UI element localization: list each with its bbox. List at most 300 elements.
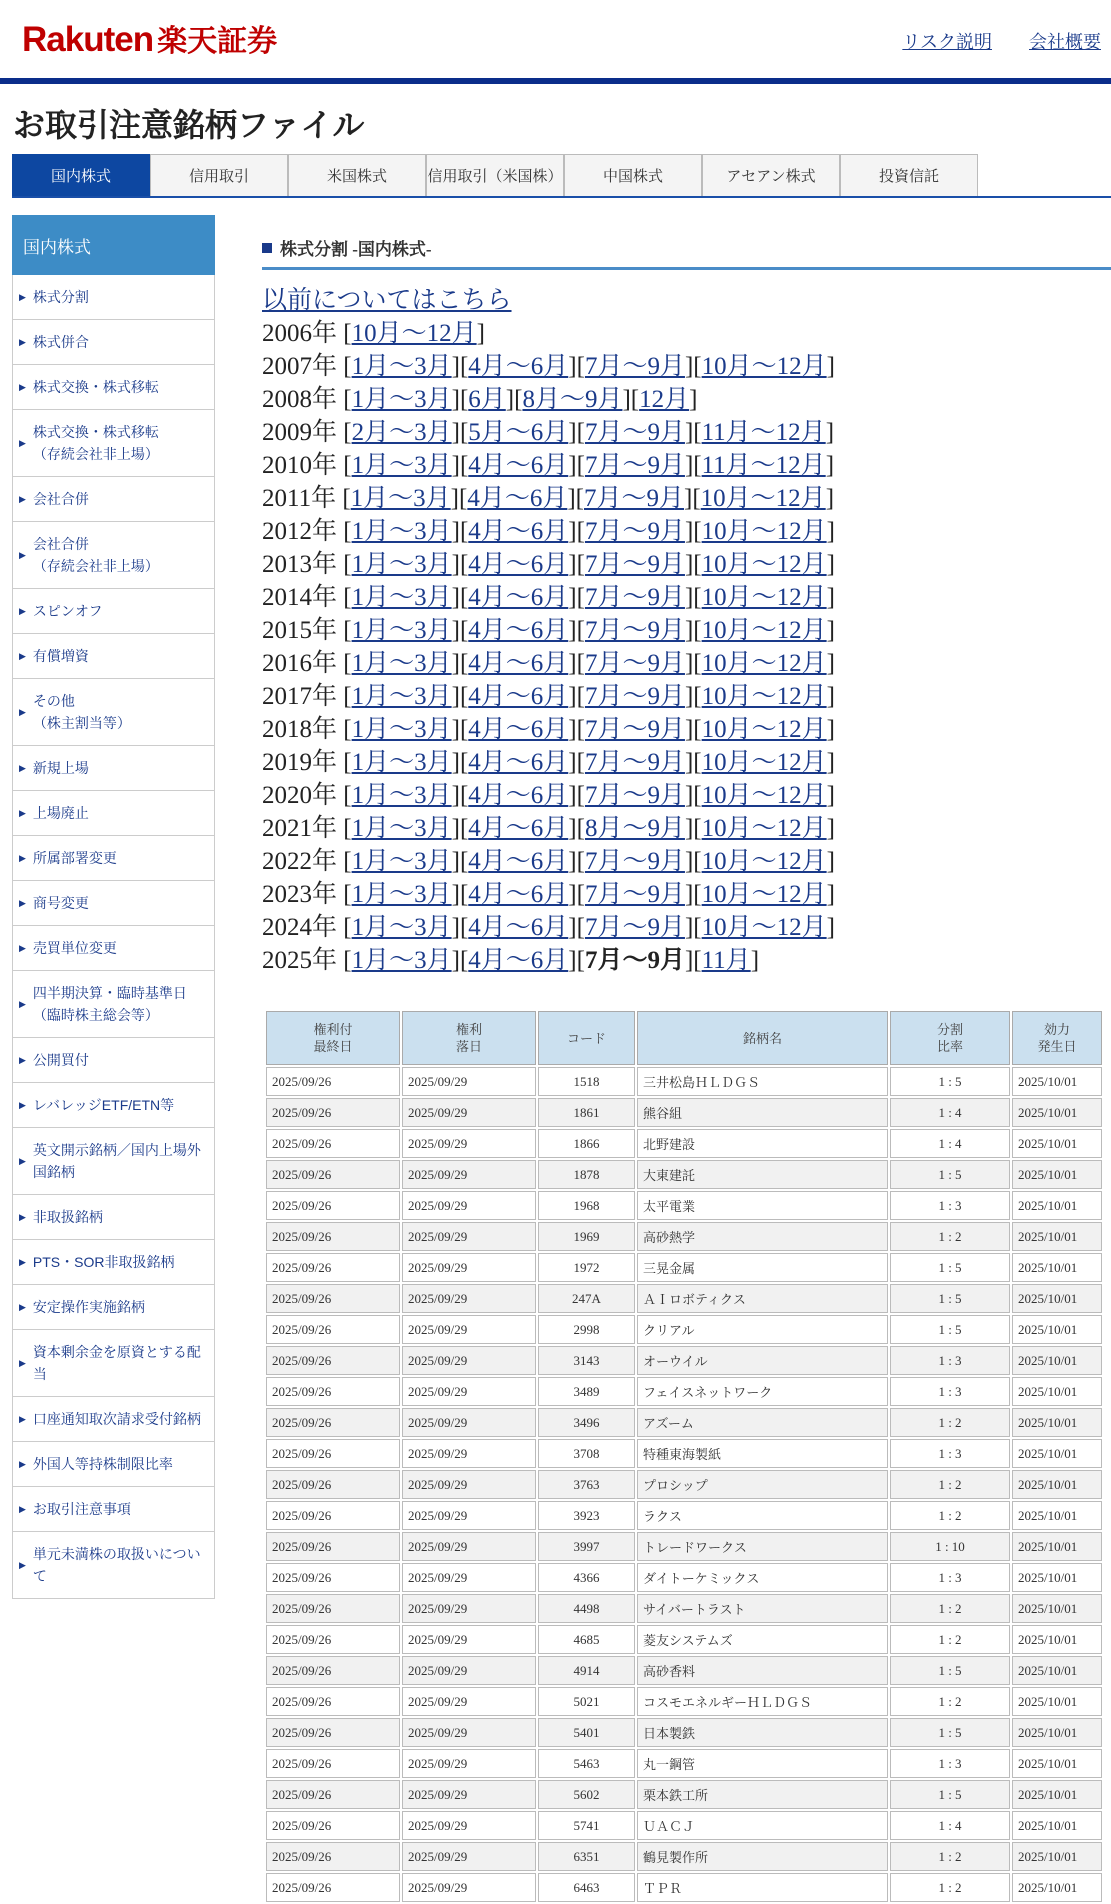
year-row: 2006年 [10月～12月] (262, 320, 485, 347)
table-row (266, 1067, 1102, 1096)
table-cell: 3763 (538, 1470, 635, 1499)
tab-2[interactable]: 米国株式 (288, 154, 426, 196)
table-cell: 1 : 2 (890, 1842, 1010, 1871)
period-link[interactable]: 10月～12月 (701, 848, 827, 875)
period-link[interactable]: 7月～9月 (584, 452, 685, 479)
table-cell: 1 : 4 (890, 1098, 1010, 1127)
sidebar-item-5[interactable] (12, 522, 215, 589)
year-row: 2013年 [1月～3月][4月～6月][7月～9月][10月～12月] (262, 551, 835, 578)
table-cell: 1 : 3 (890, 1377, 1010, 1406)
table-row (266, 1129, 1102, 1158)
year-label: 2020年 (262, 782, 338, 809)
period-link[interactable]: 6月 (468, 386, 506, 413)
table-cell: 2025/09/29 (402, 1129, 536, 1158)
triangle-bullet-icon: ▶ (19, 808, 26, 818)
table-row (266, 1191, 1102, 1220)
period-link[interactable]: 8月～9月 (522, 386, 623, 413)
table-cell: 2025/09/29 (402, 1470, 536, 1499)
table-cell: 2025/09/29 (402, 1067, 536, 1096)
period-link[interactable]: 7月～9月 (584, 848, 685, 875)
table-cell: 2025/09/26 (266, 1129, 400, 1158)
sidebar-item-13[interactable] (12, 926, 215, 971)
sidebar-item-15[interactable] (12, 1038, 215, 1083)
table-body (266, 1067, 1102, 1902)
table-cell: 2025/09/29 (402, 1501, 536, 1530)
period-link[interactable]: 10月～12月 (701, 518, 827, 545)
period-link[interactable]: 4月～6月 (468, 518, 569, 545)
table-cell: ラクス (637, 1501, 888, 1530)
period-link[interactable]: 7月～9月 (584, 881, 685, 908)
table-cell: 1 : 5 (890, 1284, 1010, 1313)
page-title: お取引注意銘柄ファイル (13, 107, 365, 143)
sidebar-item-label: 売買単位変更 (32, 940, 117, 956)
year-label: 2021年 (262, 815, 338, 842)
year-label: 2023年 (262, 881, 338, 908)
previous-archive-link[interactable]: 以前についてはこちら (262, 287, 512, 314)
period-link[interactable]: 1月～3月 (351, 683, 452, 710)
table-cell: 北野建設 (637, 1129, 888, 1158)
table-cell: 3496 (538, 1408, 635, 1437)
table-cell: 2025/09/26 (266, 1563, 400, 1592)
table-cell: 2025/09/26 (266, 1470, 400, 1499)
period-link[interactable]: 1月～3月 (351, 452, 452, 479)
year-label: 2007年 (262, 353, 338, 380)
logo-jp-text: 楽天証券 (157, 25, 278, 58)
main-content (262, 235, 1111, 977)
period-link[interactable]: 11月 (701, 947, 751, 974)
period-link[interactable]: 4月～6月 (468, 947, 569, 974)
year-row: 2008年 [1月～3月][6月][8月～9月][12月] (262, 386, 698, 413)
triangle-bullet-icon: ▶ (19, 898, 26, 908)
sidebar-item-22[interactable] (12, 1397, 215, 1442)
sidebar-menu (12, 275, 215, 1599)
table-cell: 2025/09/26 (266, 1408, 400, 1437)
stock-split-table (264, 1009, 1104, 1904)
table-cell: 2025/10/01 (1012, 1408, 1102, 1437)
table-cell: 三晃金属 (637, 1253, 888, 1282)
table-cell: 2025/09/26 (266, 1811, 400, 1840)
tab-5[interactable]: アセアン株式 (702, 154, 840, 196)
table-cell: 2025/09/29 (402, 1346, 536, 1375)
sidebar-item-label: 英文開示銘柄／国内上場外国銘柄 (32, 1142, 201, 1180)
table-cell: 1 : 3 (890, 1749, 1010, 1778)
sidebar-item-label: 株式交換・株式移転 （存続会社非上場） (32, 424, 159, 462)
sidebar-item-label: 上場廃止 (32, 805, 89, 821)
table-row (266, 1594, 1102, 1623)
period-link[interactable]: 1月～3月 (351, 914, 452, 941)
table-row (266, 1780, 1102, 1809)
sidebar-item-9[interactable] (12, 746, 215, 791)
sidebar-item-20[interactable] (12, 1285, 215, 1330)
period-link[interactable]: 1月～3月 (351, 518, 452, 545)
table-cell: 3708 (538, 1439, 635, 1468)
period-link[interactable]: 7月～9月 (584, 716, 685, 743)
period-link[interactable]: 7月～9月 (584, 551, 685, 578)
sidebar-item-label: 四半期決算・臨時基準日 （臨時株主総会等） (32, 985, 187, 1023)
period-link[interactable]: 10月～12月 (351, 320, 477, 347)
year-row: 2021年 [1月～3月][4月～6月][8月～9月][10月～12月] (262, 815, 835, 842)
table-row (266, 1408, 1102, 1437)
table-cell: 1 : 2 (890, 1501, 1010, 1530)
table-cell: 2025/09/26 (266, 1315, 400, 1344)
sidebar-item-label: お取引注意事項 (32, 1501, 131, 1517)
table-cell: 1 : 4 (890, 1811, 1010, 1840)
period-link[interactable]: 1月～3月 (351, 386, 452, 413)
period-link[interactable]: 4月～6月 (468, 683, 569, 710)
period-link[interactable]: 1月～3月 (351, 815, 452, 842)
table-header-row (266, 1011, 1102, 1065)
table-row (266, 1160, 1102, 1189)
triangle-bullet-icon: ▶ (19, 337, 26, 347)
table-cell: 5741 (538, 1811, 635, 1840)
sidebar-item-label: 安定操作実施銘柄 (32, 1299, 145, 1315)
table-cell: 菱友システムズ (637, 1625, 888, 1654)
table-row (266, 1873, 1102, 1902)
table-row (266, 1346, 1102, 1375)
triangle-bullet-icon: ▶ (19, 853, 26, 863)
period-link[interactable]: 2月～3月 (351, 419, 452, 446)
table-cell: 2025/10/01 (1012, 1625, 1102, 1654)
sidebar-item-21[interactable] (12, 1330, 215, 1397)
period-link[interactable]: 1月～3月 (351, 584, 452, 611)
period-link[interactable]: 4月～6月 (468, 617, 569, 644)
year-label: 2009年 (262, 419, 338, 446)
company-overview-link[interactable]: 会社概要 (1029, 32, 1101, 52)
table-cell: 2025/09/26 (266, 1594, 400, 1623)
market-tabs (12, 154, 1111, 198)
sidebar-item-19[interactable] (12, 1240, 215, 1285)
period-link[interactable]: 10月～12月 (701, 353, 827, 380)
table-cell: 2025/10/01 (1012, 1346, 1102, 1375)
table-cell: 2025/09/29 (402, 1439, 536, 1468)
period-link[interactable]: 4月～6月 (468, 716, 569, 743)
sidebar-item-label: 資本剰余金を原資とする配当 (32, 1344, 201, 1382)
table-row (266, 1811, 1102, 1840)
triangle-bullet-icon: ▶ (19, 1414, 26, 1424)
period-link[interactable]: 7月～9月 (584, 353, 685, 380)
sidebar-item-12[interactable] (12, 881, 215, 926)
triangle-bullet-icon: ▶ (19, 292, 26, 302)
period-link[interactable]: 10月～12月 (701, 782, 827, 809)
table-cell: 2025/10/01 (1012, 1563, 1102, 1592)
period-link[interactable]: 7月～9月 (584, 584, 685, 611)
period-link[interactable]: 1月～3月 (351, 782, 452, 809)
table-cell: 2025/09/26 (266, 1439, 400, 1468)
site-header (0, 0, 1111, 84)
sidebar-item-23[interactable] (12, 1442, 215, 1487)
table-cell: 2025/09/29 (402, 1687, 536, 1716)
table-cell: 2025/09/29 (402, 1842, 536, 1871)
year-label: 2022年 (262, 848, 338, 875)
year-label: 2015年 (262, 617, 338, 644)
period-link[interactable]: 12月 (639, 386, 690, 413)
table-cell: 2025/09/26 (266, 1253, 400, 1282)
table-cell: 2025/09/29 (402, 1160, 536, 1189)
period-link[interactable]: 7月～9月 (584, 683, 685, 710)
sidebar-item-25[interactable] (12, 1532, 215, 1599)
table-cell: 2025/09/26 (266, 1656, 400, 1685)
table-cell: 1 : 4 (890, 1129, 1010, 1158)
period-link[interactable]: 10月～12月 (701, 716, 827, 743)
table-cell: 高砂熱学 (637, 1222, 888, 1251)
period-link[interactable]: 4月～6月 (468, 452, 569, 479)
table-cell: 1 : 5 (890, 1315, 1010, 1344)
table-row (266, 1563, 1102, 1592)
table-cell: 2025/09/29 (402, 1377, 536, 1406)
table-cell: 2025/09/26 (266, 1532, 400, 1561)
year-label: 2024年 (262, 914, 338, 941)
period-link[interactable]: 11月～12月 (701, 419, 826, 446)
year-row: 2012年 [1月～3月][4月～6月][7月～9月][10月～12月] (262, 518, 835, 545)
table-cell: 2025/10/01 (1012, 1718, 1102, 1747)
period-link[interactable]: 7月～9月 (584, 617, 685, 644)
table-cell: 2025/10/01 (1012, 1470, 1102, 1499)
year-row: 2009年 [2月～3月][5月～6月][7月～9月][11月～12月] (262, 419, 835, 446)
period-link[interactable]: 4月～6月 (468, 848, 569, 875)
year-label: 2014年 (262, 584, 338, 611)
triangle-bullet-icon: ▶ (19, 1257, 26, 1267)
table-cell: 2025/09/29 (402, 1098, 536, 1127)
triangle-bullet-icon: ▶ (19, 1055, 26, 1065)
sidebar-item-label: その他 （株主割当等） (32, 693, 131, 731)
sidebar-item-14[interactable] (12, 971, 215, 1038)
period-link[interactable]: 4月～6月 (468, 584, 569, 611)
year-row: 2022年 [1月～3月][4月～6月][7月～9月][10月～12月] (262, 848, 835, 875)
period-link[interactable]: 4月～6月 (468, 749, 569, 776)
table-cell: 5401 (538, 1718, 635, 1747)
period-link[interactable]: 10月～12月 (701, 683, 827, 710)
triangle-bullet-icon: ▶ (19, 382, 26, 392)
period-link[interactable]: 4月～6月 (468, 914, 569, 941)
table-cell: 4498 (538, 1594, 635, 1623)
period-link[interactable]: 11月～12月 (701, 452, 826, 479)
triangle-bullet-icon: ▶ (19, 1212, 26, 1222)
period-link[interactable]: 7月～9月 (584, 749, 685, 776)
period-link[interactable]: 1月～3月 (351, 353, 452, 380)
sidebar-item-24[interactable] (12, 1487, 215, 1532)
table-cell: 2025/09/29 (402, 1718, 536, 1747)
period-link[interactable]: 4月～6月 (468, 551, 569, 578)
logo-text: Rakuten (22, 20, 154, 59)
triangle-bullet-icon: ▶ (19, 943, 26, 953)
triangle-bullet-icon: ▶ (19, 550, 26, 560)
sidebar-item-8[interactable] (12, 679, 215, 746)
year-label: 2008年 (262, 386, 338, 413)
period-link[interactable]: 10月～12月 (701, 749, 827, 776)
table-cell: 2025/09/26 (266, 1749, 400, 1778)
tab-1[interactable]: 信用取引 (150, 154, 288, 196)
period-link[interactable]: 7月～9月 (584, 914, 685, 941)
year-row: 2010年 [1月～3月][4月～6月][7月～9月][11月～12月] (262, 452, 835, 479)
table-row (266, 1315, 1102, 1344)
sidebar-item-label: PTS・SOR非取扱銘柄 (32, 1254, 175, 1270)
period-link[interactable]: 10月～12月 (700, 485, 826, 512)
tab-6[interactable]: 投資信託 (840, 154, 978, 196)
table-cell: 3489 (538, 1377, 635, 1406)
period-link[interactable]: 10月～12月 (701, 617, 827, 644)
table-cell: 1 : 2 (890, 1470, 1010, 1499)
year-row: 2007年 [1月～3月][4月～6月][7月～9月][10月～12月] (262, 353, 835, 380)
sidebar-item-label: 外国人等持株制限比率 (32, 1456, 173, 1472)
table-cell: クリアル (637, 1315, 888, 1344)
table-cell: 1866 (538, 1129, 635, 1158)
sidebar-item-4[interactable] (12, 477, 215, 522)
table-cell: 2025/10/01 (1012, 1873, 1102, 1902)
table-row (266, 1532, 1102, 1561)
period-link[interactable]: 1月～3月 (351, 947, 452, 974)
table-cell: オーウイル (637, 1346, 888, 1375)
table-cell: 4366 (538, 1563, 635, 1592)
table-cell: 2025/09/29 (402, 1191, 536, 1220)
table-row (266, 1749, 1102, 1778)
sidebar-item-18[interactable] (12, 1195, 215, 1240)
period-link[interactable]: 10月～12月 (701, 551, 827, 578)
period-link[interactable]: 4月～6月 (468, 650, 569, 677)
table-cell: 2025/10/01 (1012, 1780, 1102, 1809)
table-cell: 2025/10/01 (1012, 1842, 1102, 1871)
period-link[interactable]: 7月～9月 (584, 782, 685, 809)
sidebar-item-10[interactable] (12, 791, 215, 836)
table-cell: 1 : 10 (890, 1532, 1010, 1561)
table-cell: 5602 (538, 1780, 635, 1809)
table-cell: フェイスネットワーク (637, 1377, 888, 1406)
table-cell: 2025/09/29 (402, 1315, 536, 1344)
period-link[interactable]: 4月～6月 (468, 881, 569, 908)
table-row (266, 1222, 1102, 1251)
table-cell: 1 : 5 (890, 1780, 1010, 1809)
table-cell: 2025/10/01 (1012, 1656, 1102, 1685)
triangle-bullet-icon: ▶ (19, 1302, 26, 1312)
sidebar-item-3[interactable] (12, 410, 215, 477)
sidebar-item-7[interactable] (12, 634, 215, 679)
table-cell: 2025/09/29 (402, 1656, 536, 1685)
table-cell: 2025/10/01 (1012, 1098, 1102, 1127)
table-cell: 2025/09/26 (266, 1284, 400, 1313)
table-cell: 3997 (538, 1532, 635, 1561)
sidebar-item-11[interactable] (12, 836, 215, 881)
year-label: 2011年 (262, 485, 337, 512)
table-cell: 2025/09/26 (266, 1191, 400, 1220)
sidebar-item-6[interactable] (12, 589, 215, 634)
year-list (262, 317, 1111, 977)
sidebar-item-0[interactable] (12, 275, 215, 320)
table-cell: 1 : 2 (890, 1687, 1010, 1716)
period-link[interactable]: 10月～12月 (701, 584, 827, 611)
table-row (266, 1470, 1102, 1499)
triangle-bullet-icon: ▶ (19, 606, 26, 616)
table-cell: 1 : 2 (890, 1594, 1010, 1623)
sidebar-item-label: 株式併合 (32, 334, 89, 350)
period-link[interactable]: 8月～9月 (584, 815, 685, 842)
period-link[interactable]: 1月～3月 (351, 716, 452, 743)
table-cell: 太平電業 (637, 1191, 888, 1220)
table-cell: 大東建託 (637, 1160, 888, 1189)
period-link[interactable]: 10月～12月 (701, 650, 827, 677)
sidebar-item-label: 口座通知取次請求受付銘柄 (32, 1411, 201, 1427)
sidebar-item-label: 新規上場 (32, 760, 89, 776)
period-link[interactable]: 1月～3月 (351, 881, 452, 908)
sidebar-item-16[interactable] (12, 1083, 215, 1128)
table-cell: 2025/09/29 (402, 1222, 536, 1251)
period-link[interactable]: 7月～9月 (584, 518, 685, 545)
table-cell: 2025/09/26 (266, 1687, 400, 1716)
triangle-bullet-icon: ▶ (19, 763, 26, 773)
table-cell: 2025/09/26 (266, 1501, 400, 1530)
risk-explanation-link[interactable]: リスク説明 (902, 32, 992, 52)
tab-3[interactable]: 信用取引（米国株） (426, 154, 564, 196)
period-link[interactable]: 5月～6月 (468, 419, 569, 446)
column-header: 銘柄名 (637, 1011, 888, 1065)
period-link[interactable]: 1月～3月 (351, 848, 452, 875)
sidebar-item-2[interactable] (12, 365, 215, 410)
tab-4[interactable]: 中国株式 (564, 154, 702, 196)
sidebar-item-17[interactable] (12, 1128, 215, 1195)
sidebar-heading: 国内株式 (12, 215, 215, 275)
year-row: 2015年 [1月～3月][4月～6月][7月～9月][10月～12月] (262, 617, 835, 644)
square-bullet-icon (262, 243, 272, 253)
triangle-bullet-icon: ▶ (19, 1156, 26, 1166)
triangle-bullet-icon: ▶ (19, 1459, 26, 1469)
sidebar-item-label: 単元未満株の取扱いについて (32, 1546, 201, 1584)
period-link[interactable]: 1月～3月 (351, 749, 452, 776)
table-cell: 2025/09/26 (266, 1873, 400, 1902)
period-link[interactable]: 4月～6月 (468, 782, 569, 809)
triangle-bullet-icon: ▶ (19, 1100, 26, 1110)
table-cell: 鶴見製作所 (637, 1842, 888, 1871)
sidebar-item-1[interactable] (12, 320, 215, 365)
table-row (266, 1377, 1102, 1406)
table-cell: サイバートラスト (637, 1594, 888, 1623)
tab-0[interactable]: 国内株式 (12, 154, 150, 196)
table-cell: 3923 (538, 1501, 635, 1530)
period-link[interactable]: 7月～9月 (584, 485, 685, 512)
triangle-bullet-icon: ▶ (19, 651, 26, 661)
period-link[interactable]: 10月～12月 (701, 914, 827, 941)
table-cell: 2025/09/26 (266, 1625, 400, 1654)
triangle-bullet-icon: ▶ (19, 1560, 26, 1570)
table-cell: ＵＡＣＪ (637, 1811, 888, 1840)
period-link[interactable]: 4月～6月 (468, 353, 569, 380)
table-cell: ダイトーケミックス (637, 1563, 888, 1592)
table-cell: 1968 (538, 1191, 635, 1220)
period-link[interactable]: 4月～6月 (467, 485, 568, 512)
table-cell: 1 : 5 (890, 1253, 1010, 1282)
year-label: 2012年 (262, 518, 338, 545)
period-links (262, 284, 1111, 977)
period-link[interactable]: 7月～9月 (584, 419, 685, 446)
period-link[interactable]: 1月～3月 (351, 650, 452, 677)
table-cell: 6463 (538, 1873, 635, 1902)
period-link[interactable]: 7月～9月 (584, 650, 685, 677)
table-row (266, 1439, 1102, 1468)
period-link[interactable]: 10月～12月 (701, 815, 827, 842)
table-cell: 1 : 2 (890, 1873, 1010, 1902)
table-cell: 2025/09/26 (266, 1346, 400, 1375)
period-link[interactable]: 1月～3月 (351, 551, 452, 578)
rakuten-logo[interactable] (22, 16, 277, 60)
period-link[interactable]: 1月～3月 (350, 485, 451, 512)
period-link[interactable]: 4月～6月 (468, 815, 569, 842)
table-cell: 2025/10/01 (1012, 1315, 1102, 1344)
table-cell: 2025/10/01 (1012, 1067, 1102, 1096)
period-link[interactable]: 10月～12月 (701, 881, 827, 908)
table-cell: 2025/10/01 (1012, 1377, 1102, 1406)
table-cell: 1518 (538, 1067, 635, 1096)
column-header: 分割 比率 (890, 1011, 1010, 1065)
table-cell: 2025/09/26 (266, 1160, 400, 1189)
period-link[interactable]: 1月～3月 (351, 617, 452, 644)
table-cell: 1 : 3 (890, 1563, 1010, 1592)
